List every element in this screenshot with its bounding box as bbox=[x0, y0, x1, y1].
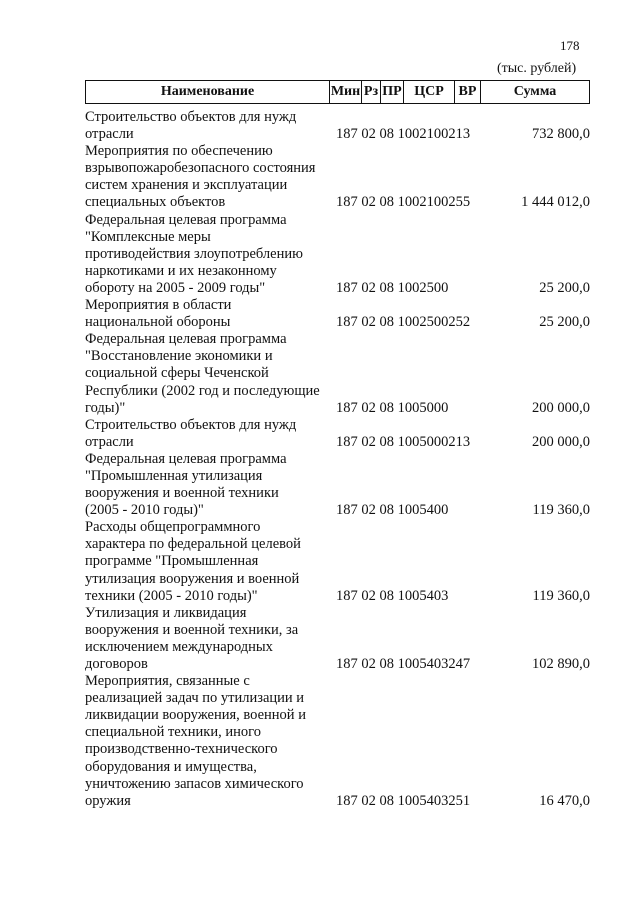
row-codes: 187 02 08 1005403247 bbox=[336, 656, 471, 672]
row-codes: 187 02 08 1002500252 bbox=[336, 314, 471, 331]
table-row bbox=[85, 417, 590, 451]
row-name: Утилизация и ликвидация вооружения и военной техники, за исключением международных договоров bbox=[85, 604, 299, 672]
row-amount: 119 360,0 bbox=[532, 502, 590, 519]
row-codes: 187 02 08 1005400 bbox=[336, 502, 449, 519]
header-name: Наименование bbox=[160, 84, 255, 99]
table-row bbox=[85, 673, 590, 810]
row-amount: 1 444 012,0 bbox=[521, 194, 590, 211]
header-vr: ВР bbox=[454, 81, 480, 103]
row-name: Мероприятия по обеспечению взрывопожаробезопасного состояния систем хранения и эксплуатации специальных объектов bbox=[85, 143, 316, 211]
row-name: Строительство объектов для нужд отрасли bbox=[85, 416, 297, 450]
header-sum: Сумма bbox=[480, 81, 589, 103]
row-name: Строительство объектов для нужд отрасли bbox=[85, 109, 297, 143]
header-min: Мин bbox=[329, 81, 361, 103]
row-codes: 187 02 08 1002100213 bbox=[336, 126, 471, 143]
table-row bbox=[85, 519, 590, 604]
header-csr: ЦСР bbox=[403, 81, 454, 103]
row-codes: 187 02 08 1005403 bbox=[336, 587, 449, 604]
row-name: Федеральная целевая программа "Комплексные меры противодействия злоупотреблению наркотиками и их незаконному обороту на 2005 - 2009 годы" bbox=[85, 211, 303, 296]
page-number: 178 bbox=[560, 38, 580, 53]
row-codes: 187 02 08 1005403251 bbox=[336, 792, 471, 809]
row-amount: 25 200,0 bbox=[539, 314, 590, 331]
row-name: Расходы общепрограммного характера по федеральной целевой программе "Промышленная утилизация вооружения и военной техники (2005 - 2010 годы)" bbox=[85, 519, 301, 604]
table-row bbox=[85, 605, 590, 673]
row-amount: 119 360,0 bbox=[532, 587, 590, 604]
row-amount: 16 470,0 bbox=[539, 792, 590, 809]
units-label: (тыс. рублей) bbox=[497, 61, 577, 76]
row-amount: 200 000,0 bbox=[532, 433, 590, 450]
table-row bbox=[85, 297, 590, 331]
row-name: Мероприятия, связанные с реализацией задач по утилизации и ликвидации вооружения, военной и специальной техники, иного производственно-технического оборудования и имущества, уничтожению запасов химического оружия bbox=[85, 673, 306, 809]
row-amount: 200 000,0 bbox=[532, 399, 590, 416]
table-body bbox=[85, 109, 590, 810]
table-header bbox=[85, 80, 590, 104]
row-codes: 187 02 08 1005000 bbox=[336, 399, 449, 416]
header-rz: Рз bbox=[361, 81, 380, 103]
table-row bbox=[85, 143, 590, 211]
row-codes: 187 02 08 1005000213 bbox=[336, 433, 471, 450]
table-row bbox=[85, 331, 590, 416]
header-pr: ПР bbox=[380, 81, 403, 103]
row-name: Мероприятия в области национальной обороны bbox=[85, 297, 232, 331]
table-row bbox=[85, 212, 590, 297]
row-amount: 102 890,0 bbox=[532, 656, 590, 672]
row-name: Федеральная целевая программа "Промышленная утилизация вооружения и военной техники (2005 - 2010 годы)" bbox=[85, 450, 287, 519]
row-codes: 187 02 08 1002500 bbox=[336, 279, 449, 296]
table-row bbox=[85, 451, 590, 519]
row-codes: 187 02 08 1002100255 bbox=[336, 194, 471, 211]
row-amount: 25 200,0 bbox=[539, 279, 590, 296]
row-amount: 732 800,0 bbox=[532, 126, 590, 143]
row-name: Федеральная целевая программа "Восстановление экономики и социальной сферы Чеченской Республики (2002 год и последующие годы)" bbox=[85, 331, 320, 416]
table-row bbox=[85, 109, 590, 143]
